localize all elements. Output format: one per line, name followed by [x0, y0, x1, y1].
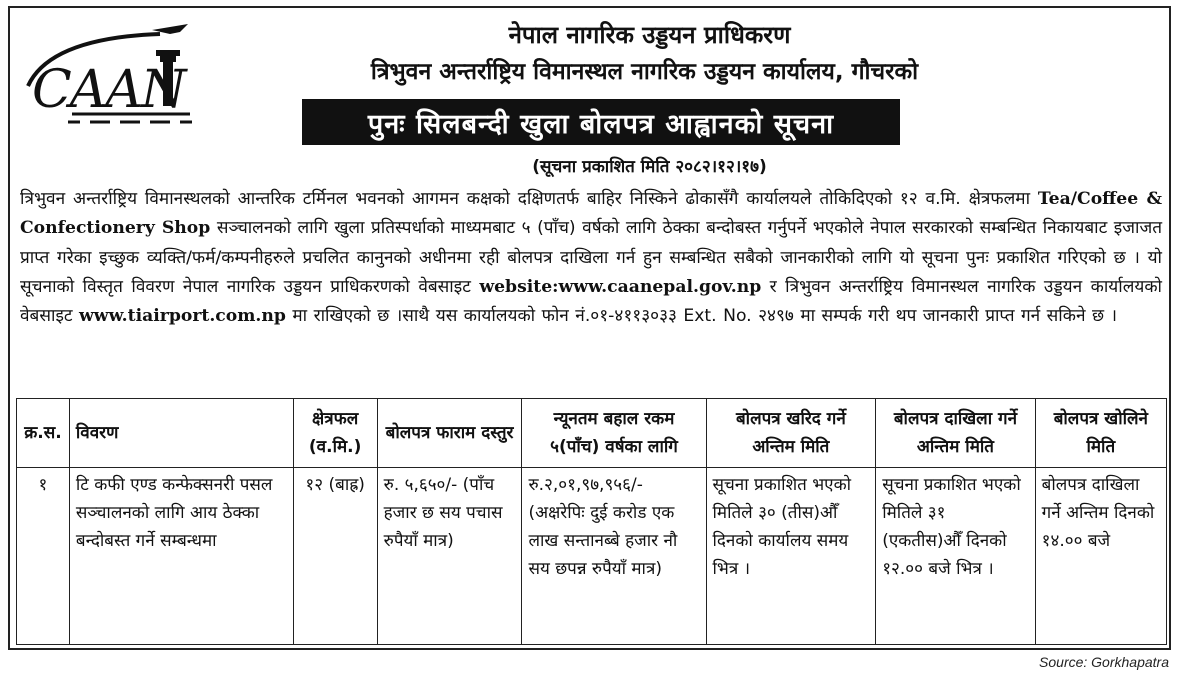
body-part-4: मा राखिएको छ ।साथै यस कार्यालयको फोन नं.०१-४११३०३३ Ext. No. २४९७ मा सम्पर्क गरी थप जानकारी प्राप्त गर्न सकिने छ । — [285, 306, 1117, 327]
header-description: विवरण — [69, 399, 293, 468]
header-purchase-deadline: बोलपत्र खरिद गर्ने अन्तिम मिति — [706, 399, 876, 468]
tender-table — [16, 398, 1167, 645]
notice-title: पुनः सिलबन्दी खुला बोलपत्र आह्वानको सूचना — [302, 99, 900, 145]
publication-date: (सूचना प्रकाशित मिति २०८२।१२।१७) — [532, 157, 767, 177]
header-area: क्षेत्रफल (व.मि.) — [293, 399, 377, 468]
notice-body — [20, 185, 1162, 331]
logo-text: CAAN — [32, 60, 185, 120]
body-part-2: सञ्चालनको लागि खुला प्रतिस्पर्धाको माध्यमबाट ५ (पाँच) वर्षको लागि ठेक्का बन्दोबस्त गर्नुपर्ने भएकोले नेपाल सरकारको सम्बन्धित निकायबाट इजाजत प्राप्त गरेका इच्छुक व्यक्ति/फर्म/कम्पनीहरुले प्रचलित कानुनको अधीनमा रही बोलपत्र दाखिला गर्न हुन सम्बन्धित सबैको जानकारीको लागि यो सूचना पुनः प्रकाशित गरिएको छ । यो सूचनाको विस्तृत विवरण नेपाल नागरिक उड्डयन प्राधिकरणको वेबसाइट — [20, 218, 1162, 297]
tia-website: www.tiairport.com.np — [79, 306, 286, 327]
tender-notice — [8, 6, 1171, 650]
cell-submission-deadline: सूचना प्रकाशित भएको मितिले ३१ (एकतीस)औँ दिनको १२.०० बजे भित्र । — [876, 468, 1035, 645]
header-submission-deadline: बोलपत्र दाखिला गर्ने अन्तिम मिति — [876, 399, 1035, 468]
cell-description: टि कफी एण्ड कन्फेक्सनरी पसल सञ्चालनको लागि आय ठेक्का बन्दोबस्त गर्ने सम्बन्धमा — [69, 468, 293, 645]
body-part-3: र त्रिभुवन अन्तर्राष्ट्रिय विमानस्थल नागरिक उड्डयन कार्यालयको वेबसाइट — [20, 276, 1162, 327]
cell-sn: १ — [17, 468, 70, 645]
body-part-1: त्रिभुवन अन्तर्राष्ट्रिय विमानस्थलको आन्तरिक टर्मिनल भवनको आगमन कक्षको दक्षिणतर्फ बाहिर निस्किने ढोकासँगै कार्यालयले तोकिदिएको १२ व.मि. क्षेत्रफलमा — [20, 189, 1038, 209]
header-sn: क्र.स. — [17, 399, 70, 468]
caan-website: website:www.caanepal.gov.np — [479, 276, 762, 297]
office-name: त्रिभुवन अन्तर्राष्ट्रिय विमानस्थल नागरिक उड्डयन कार्यालय, गौचरको — [370, 59, 919, 85]
cell-area: १२ (बाह्र) — [293, 468, 377, 645]
header-opening-date: बोलपत्र खोलिने मिति — [1035, 399, 1166, 468]
header-form-fee: बोलपत्र फाराम दस्तुर — [377, 399, 522, 468]
cell-purchase-deadline: सूचना प्रकाशित भएको मितिले ३० (तीस)औँ दिनको कार्यालय समय भित्र । — [706, 468, 876, 645]
organization-name: नेपाल नागरिक उड्डयन प्राधिकरण — [508, 21, 791, 49]
table-header-row — [17, 399, 1167, 468]
source-credit: Source: Gorkhapatra — [1039, 654, 1169, 670]
cell-form-fee: रु. ५,६५०/- (पाँच हजार छ सय पचास रुपैयाँ मात्र) — [377, 468, 522, 645]
header-min-rent: न्यूनतम बहाल रकम ५(पाँच) वर्षका लागि — [522, 399, 706, 468]
shop-name: Tea/Coffee & Confectionery Shop — [20, 189, 1162, 239]
cell-opening-date: बोलपत्र दाखिला गर्ने अन्तिम दिनको १४.०० बजे — [1035, 468, 1166, 645]
table-row — [17, 468, 1167, 645]
cell-min-rent: रु.२,०१,९७,९५६/- (अक्षरेपिः दुई करोड एक लाख सन्तानब्बे हजार नौ सय छपन्न रुपैयाँ मात्र) — [522, 468, 706, 645]
